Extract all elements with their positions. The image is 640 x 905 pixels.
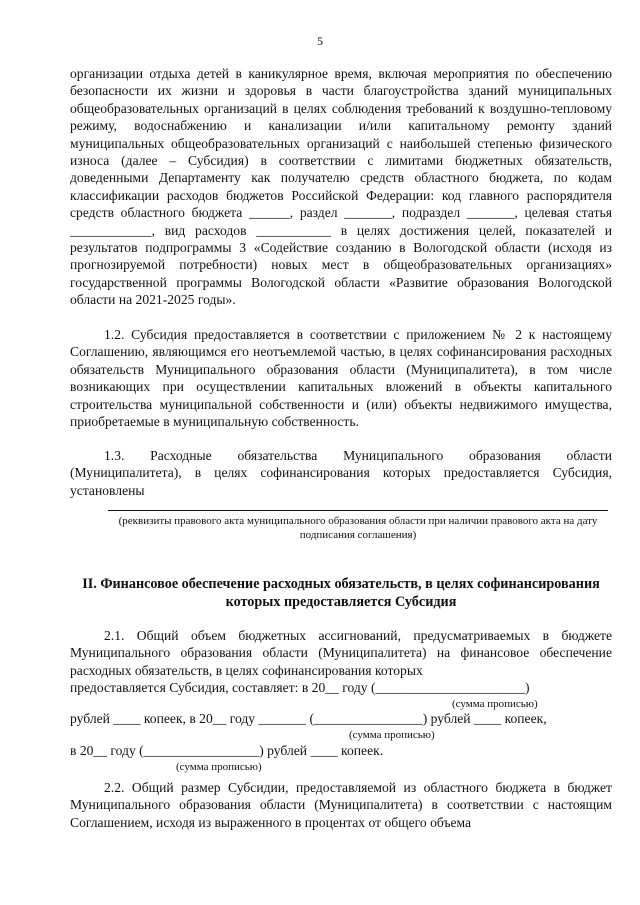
paragraph-2-1: 2.1. Общий объем бюджетных ассигнований, предусматриваемых в бюджете Муниципального образования области (Муниципалитета) на финансовое обеспечение расходных обязательств, в целях софинансирования которых xyxy=(70,628,612,678)
paragraph-2-1-line-6: в 20__ году (_________________) рублей ____ копеек. xyxy=(70,743,384,758)
paragraph-1-1-continued: организации отдыха детей в каникулярное время, включая мероприятия по обеспечению безопасности их жизни и здоровья в части благоустройства зданий муниципальных общеобразовательных организаций в целях соблюдения требований к воздушно-тепловому режиму, водоснабжению и канализации и/или капитальному ремонту зданий муниципальных общеобразовательных организаций с наибольшей степенью физического износа (далее – Субсидия) в соответствии с лимитами бюджетных обязательств, доведенными Департаменту как получателю средств областного бюджета, по кодам классификации расходов бюджетов Российской Федерации: код главного распорядителя средств областного бюджета ______, раздел _______, подраздел _______, целевая статья ____________, вид расходов ___________ в целях достижения целей, показателей и результатов подпрограммы 3 «Содействие созданию в Вологодской области (исходя из прогнозируемой потребности) новых мест в общеобразовательных организациях» государственной программы Вологодской области «Развитие образования Вологодской области на 2021-2025 годы». xyxy=(70,66,612,308)
legal-act-blank-line xyxy=(108,510,608,511)
paragraph-2-2: 2.2. Общий размер Субсидии, предоставляемой из областного бюджета в бюджет Муниципального образования области (Муниципалитета) в соответствии с настоящим Соглашением, исходя из выраженного в процентах от общего объема xyxy=(70,780,612,830)
legal-act-note: (реквизиты правового акта муниципального образования области при наличии правового акта на дату подписания соглашения) xyxy=(118,515,598,541)
sum-in-words-caption: (сумма прописью) xyxy=(176,761,262,773)
paragraph-2-1-line-4: предоставляется Субсидия, составляет: в 20__ году (______________________) xyxy=(70,680,530,695)
paragraph-2-1-line-5: рублей ____ копеек, в 20__ году _______ (________________) рублей ____ копеек, xyxy=(70,711,547,726)
page-number: 5 xyxy=(317,34,323,48)
sum-in-words-caption: (сумма прописью) xyxy=(452,698,538,710)
paragraph-1-3: 1.3. Расходные обязательства Муниципального образования области (Муниципалитета), в целях софинансирования которых предоставляется Субсидия, установлены xyxy=(70,448,612,498)
sum-in-words-caption: (сумма прописью) xyxy=(349,729,435,741)
paragraph-1-2: 1.2. Субсидия предоставляется в соответствии с приложением № 2 к настоящему Соглашению, являющимся его неотъемлемой частью, в целях софинансирования расходных обязательств Муниципального образования области (Муниципалитета), в том числе возникающих при осуществлении капитальных вложений в объекты капитального строительства муниципальной собственности и (или) объекты недвижимого имущества, приобретаемые в муниципальную собственность. xyxy=(70,327,612,430)
section-2-heading: II. Финансовое обеспечение расходных обязательств, в целях софинансирования которых предоставляется Субсидия xyxy=(82,576,600,610)
